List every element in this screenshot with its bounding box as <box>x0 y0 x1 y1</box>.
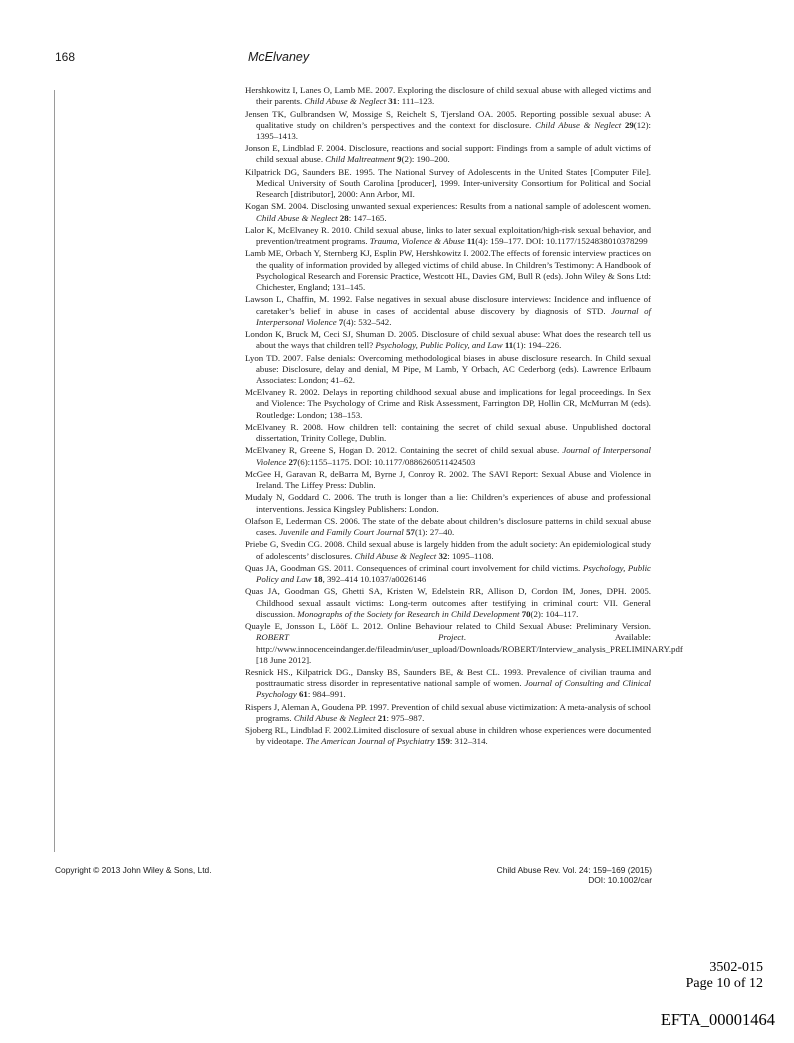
reference-text: : 312–314. <box>449 736 488 747</box>
reference-entry <box>245 422 651 444</box>
reference-entry <box>245 329 651 351</box>
reference-source: Child Maltreatment <box>325 154 395 165</box>
reference-source: Psychology, Public Policy and Law <box>256 562 651 585</box>
reference-entry <box>245 248 651 293</box>
reference-entry <box>245 667 651 701</box>
reference-text: Mudaly N, Goddard C. 2006. The truth is longer than a lie: Children’s experiences of abuse and professional interventions. Jessica Kingsley Publishers: London. <box>245 492 651 514</box>
reference-source: Juvenile and Family Court Journal <box>279 527 404 538</box>
reference-text: (2): 190–200. <box>401 154 450 165</box>
reference-text: : 111–123. <box>397 96 435 107</box>
reference-entry <box>245 516 651 538</box>
reference-text: : 147–165. <box>348 212 387 223</box>
footer-copyright: Copyright © 2013 John Wiley & Sons, Ltd. <box>55 865 212 875</box>
reference-entry <box>245 167 651 201</box>
reference-text: Hershkowitz I, Lanes O, Lamb ME. 2007. Exploring the disclosure of child sexual abuse with alleged victims and their parents. <box>245 85 651 107</box>
reference-entry <box>245 109 651 143</box>
reference-text: Rispers J, Aleman A, Goudena PP. 1997. Prevention of child sexual abuse victimization: A meta-analysis of school programs. <box>245 701 651 723</box>
reference-text: Olafson E, Lederman CS. 2006. The state of the debate about children’s disclosure patterns in child sexual abuse cases. <box>245 515 651 538</box>
reference-volume: 11 <box>504 340 514 351</box>
reference-volume: 57 <box>406 527 415 538</box>
reference-volume: 11 <box>466 236 476 247</box>
reference-text: McElvaney R, Greene S, Hogan D. 2012. Containing the secret of child sexual abuse. <box>245 445 563 456</box>
footer-citation <box>420 865 652 886</box>
reference-entry <box>245 294 651 328</box>
reference-text: London K, Bruck M, Ceci SJ, Shuman D. 2005. Disclosure of child sexual abuse: What does the research tell us about the ways that children tell? <box>245 329 651 351</box>
reference-text: Priebe G, Svedin CG. 2008. Child sexual abuse is largely hidden from the adult society: An epidemiological study of adolescents’ disclosures. <box>245 539 651 561</box>
footer-journal-line: Child Abuse Rev. Vol. 24: 159–169 (2015) <box>496 865 652 875</box>
reference-volume: 29 <box>624 119 634 130</box>
reference-text: McGee H, Garavan R, deBarra M, Byrne J, Conroy R. 2002. The SAVI Report: Sexual Abuse and Violence in Ireland. The Liffey Press: Dublin. <box>245 468 651 491</box>
reference-text: Jonson E, Lindblad F. 2004. Disclosure, reactions and social support: Findings from a sample of adult victims of child sexual abuse. <box>245 143 651 165</box>
reference-text: Lawson L, Chaffin, M. 1992. False negatives in sexual abuse disclosure interviews: Incidence and influence of caretaker’s belief in abuse in cases of accidental abuse discovery by diagnosis of STD. <box>245 294 651 316</box>
reference-volume: 18 <box>313 574 323 585</box>
reference-source: Journal of Interpersonal Violence <box>256 305 651 327</box>
margin-rule <box>54 90 55 852</box>
reference-text: Quas JA, Goodman GS. 2011. Consequences of criminal court involvement for child victims. <box>245 562 583 573</box>
reference-entry <box>245 563 651 585</box>
reference-volume: 27 <box>288 456 298 467</box>
reference-text: (4): 532–542. <box>343 316 392 327</box>
reference-entry <box>245 387 651 421</box>
reference-entry <box>245 702 651 724</box>
reference-entry <box>245 225 651 247</box>
reference-volume: 70 <box>521 608 531 619</box>
reference-text: Kilpatrick DG, Saunders BE. 1995. The National Survey of Adolescents in the United States [Computer File]. Medical University of South Carolina [producer], 1999. Inter-university Consortium for Political and Social Research [distributor], 2000: Ann Arbor, MI. <box>245 166 651 200</box>
reference-text: Quas JA, Goodman GS, Ghetti SA, Kristen W, Edelstein RR, Allison D, Cordon IM, Jones, DPH. 2005. Childhood sexual assault victims: Long-term outcomes after testifying in criminal court: VII. General discussion. <box>245 586 651 619</box>
reference-volume: 159 <box>436 736 450 747</box>
page-number: 168 <box>55 50 76 64</box>
reference-volume: 61 <box>298 689 308 700</box>
reference-source: Psychology, Public Policy, and Law <box>375 340 503 351</box>
reference-volume: 7 <box>338 316 344 327</box>
running-head: McElvaney <box>248 50 310 64</box>
reference-source: Child Abuse & Neglect <box>354 550 437 561</box>
reference-text: (4): 159–177. DOI: 10.1177/1524838010378299 <box>475 236 648 247</box>
reference-entry <box>245 85 651 107</box>
reference-source: Child Abuse & Neglect <box>535 119 622 130</box>
reference-entry <box>245 539 651 561</box>
reference-text: : 1095–1108. <box>447 550 494 561</box>
reference-volume: 32 <box>438 550 448 561</box>
reference-entry <box>245 586 651 620</box>
reference-text: (2): 104–117. <box>530 608 579 619</box>
reference-volume: 31 <box>388 96 398 107</box>
reference-text: McElvaney R. 2002. Delays in reporting childhood sexual abuse and implications for legal proceedings. In Sex and Violence: The Psychology of Crime and Risk Assessment, Farrington DP, Hollin CR, McMurran M (eds). Routledge: London; 138–153. <box>245 387 651 420</box>
reference-text: Resnick HS., Kilpatrick DG., Dansky BS, Saunders BE, & Best CL. 1993. Prevalence of civilian trauma and posttraumatic stress disorder in representative national sample of women. <box>245 667 651 689</box>
reference-text: Lamb ME, Orbach Y, Sternberg KJ, Esplin PW, Hershkowitz I. 2002.The effects of forensic interview practices on the quality of information provided by alleged victims of child abuse. In Children’s Testimony: A Handbook of Psychological Research and Forensic Practice, Westcott HL, Davies GM, Bull R (eds). John Wiley & Sons Ltd: Chichester, England; 131–145. <box>245 248 651 293</box>
reference-source: The American Journal of Psychiatry <box>305 736 435 747</box>
reference-text: , 392–414 10.1037/a0026146 <box>322 574 427 585</box>
reference-text: Sjoberg RL, Lindblad F. 2002.Limited disclosure of sexual abuse in children whose experiences were documented by videotape. <box>245 725 651 747</box>
reference-text: (1): 27–40. <box>414 527 455 538</box>
reference-entry <box>245 469 651 491</box>
reference-text: (1): 194–226. <box>513 340 562 351</box>
reference-text: : 975–987. <box>386 712 425 723</box>
reference-text: Kogan SM. 2004. Disclosing unwanted sexual experiences: Results from a national sample of adolescent women. <box>245 201 651 212</box>
reference-text: (6):1155–1175. DOI: 10.1177/0886260511424503 <box>297 456 476 467</box>
reference-source: Child Abuse & Neglect <box>304 96 387 107</box>
reference-entry <box>245 143 651 165</box>
reference-source: Journal of Interpersonal Violence <box>256 445 651 467</box>
reference-entry <box>245 492 651 514</box>
reference-text: (12): 1395–1413. <box>256 119 651 141</box>
bates-stamp <box>686 960 763 992</box>
reference-entry <box>245 621 683 666</box>
reference-source: Journal of Consulting and Clinical Psychology <box>256 678 651 700</box>
reference-text: Lyon TD. 2007. False denials: Overcoming methodological biases in abuse disclosure research. In Child sexual abuse: Disclosure, delay and denial, M Pipe, M Lamb, Y Orbach, AC Cederborg (eds). Lawrence Erlbaum Associates: London; 41–62. <box>245 352 651 385</box>
reference-source: Trauma, Violence & Abuse <box>369 236 465 247</box>
reference-entry <box>245 201 651 223</box>
reference-text: Jensen TK, Gulbrandsen W, Mossige S, Reichelt S, Tjersland OA. 2005. Reporting possible sexual abuse: A qualitative study on children’s perspectives and the context for disclosure. <box>245 108 651 130</box>
reference-entry <box>245 353 651 387</box>
reference-text: : 984–991. <box>307 689 346 700</box>
stamp-doc-number: 3502-015 <box>709 960 763 975</box>
reference-text: . Available: http://www.innocenceindanger.de/fileadmin/user_upload/Downloads/ROBERT/Interview_analysis_PRELIMINARY.pdf [18 June 2012]. <box>256 632 683 665</box>
reference-source: Child Abuse & Neglect <box>256 212 338 223</box>
reference-text: Quayle E, Jonsson L, Lööf L. 2012. Online Behaviour related to Child Sexual Abuse: Preliminary Version. <box>245 621 651 632</box>
reference-entry <box>245 445 651 467</box>
reference-source: Child Abuse & Neglect <box>293 712 376 723</box>
reference-volume: 21 <box>377 712 387 723</box>
reference-text: McElvaney R. 2008. How children tell: containing the secret of child sexual abuse. Unpublished doctoral dissertation, Trinity College, Dublin. <box>245 421 651 444</box>
reference-source: ROBERT Project <box>256 632 464 643</box>
stamp-page-of: Page 10 of 12 <box>685 976 763 991</box>
reference-text: Lalor K, McElvaney R. 2010. Child sexual abuse, links to later sexual exploitation/high-risk sexual behavior, and prevention/treatment programs. <box>245 224 651 247</box>
reference-volume: 28 <box>339 212 349 223</box>
reference-source: Monographs of the Society for Research in Child Development <box>297 608 520 619</box>
footer-doi: DOI: 10.1002/car <box>588 875 652 886</box>
efta-id: EFTA_00001464 <box>660 1010 775 1029</box>
reference-volume: 9 <box>397 154 402 165</box>
reference-list <box>245 85 683 749</box>
reference-entry <box>245 725 651 747</box>
